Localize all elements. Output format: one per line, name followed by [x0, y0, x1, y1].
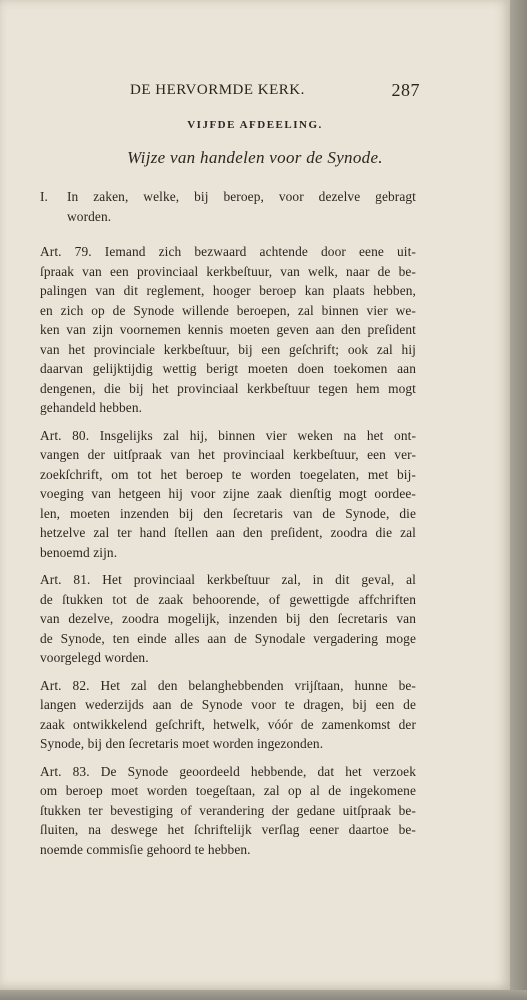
article-line: Synode, bij den ſecretaris moet worden ingezonden. — [40, 736, 324, 751]
article-line: gehandeld hebben. — [40, 400, 143, 415]
article-line: dengenen, die bij het provinciaal kerkbeſtuur tegen hem mogt — [40, 380, 416, 396]
section-label: VIJFDE AFDEELING. — [187, 119, 323, 131]
article-line: Art. 79. Iemand zich bezwaard achtende door eene uit- — [40, 244, 416, 259]
article-paragraph — [40, 426, 416, 563]
article-paragraph — [40, 242, 416, 418]
article-paragraph — [40, 570, 416, 668]
page-number: 287 — [391, 80, 420, 100]
article-line: om beroep moet worden toegeſtaan, zal op al de ingekomene — [40, 783, 416, 798]
heading-item-line: worden. — [67, 208, 112, 224]
article-line: hetzelve zal ter hand ſtellen aan den preſident, zoodra die zal — [40, 525, 416, 540]
article-line: ken van zijn voornemen kennis moeten geven aan den preſident — [40, 322, 416, 337]
article-line: daarvan gelijktijdig wettig berigt moeten doen toekomen aan — [40, 361, 416, 376]
article-line: voeging van hetgeen hij voor zijne zaak dienſtig mogt oordee- — [40, 486, 416, 501]
article-line: Art. 82. Het zal den belanghebbenden vrijſtaan, hunne be- — [40, 677, 416, 693]
article-line: Art. 80. Insgelijks zal hij, binnen vier weken na het ont- — [40, 427, 416, 443]
article-line: zaak ontwikkelend geſchrift, hetwelk, vóór de zamenkomst der — [40, 716, 416, 732]
article-line: len, moeten inzenden bij den ſecretaris van de Synode, die — [40, 505, 416, 521]
article-line: van dezelve, zoodra mogelijk, inzenden bij den ſecretaris van — [40, 611, 416, 626]
page-edge-right — [510, 0, 527, 1000]
article-line: langen wederzijds aan de Synode voor te dragen, bij een de — [40, 697, 416, 712]
articles — [40, 242, 416, 867]
article-line: ſluiten, na deswege het ſchriftelijk verſlag eener daartoe be- — [40, 822, 416, 837]
article-line: zoekſchrift, om tot het beroep te worden toegelaten, met bij- — [40, 466, 416, 482]
heading-item-number: I. — [40, 189, 49, 204]
heading-item — [40, 187, 416, 226]
page-edge-bottom — [0, 990, 527, 1000]
article-paragraph — [40, 762, 416, 860]
article-line: palingen van dit reglement, hooger beroep kan plaats hebben, — [40, 283, 416, 298]
article-line: de ſtukken tot de zaak behoorende, of gewettigde affchriften — [40, 591, 416, 607]
article-paragraph — [40, 676, 416, 754]
article-line: vangen der uitſpraak van het provinciaal kerkbeſtuur, een ver- — [40, 447, 416, 462]
running-title: DE HERVORMDE KERK. — [130, 82, 305, 98]
article-line: Art. 81. Het provinciaal kerkbeſtuur zal, in dit geval, al — [40, 572, 416, 587]
heading-item-line — [40, 187, 416, 207]
heading-item-text: In zaken, welke, bij beroep, voor dezelve gebragt — [67, 189, 416, 204]
article-line: benoemd zijn. — [40, 544, 118, 560]
article-line: en zich op de Synode willende beroepen, zal binnen vier we- — [40, 302, 416, 318]
article-line: voorgelegd worden. — [40, 650, 149, 665]
article-line: noemde commisſie gehoord te hebben. — [40, 841, 251, 857]
article-line: de Synode, ten einde alles aan de Synodale vergadering moge — [40, 630, 416, 646]
article-line: van het provinciale kerkbeſtuur, bij een geſchrift; ook zal hij — [40, 341, 416, 357]
section-subtitle: Wijze van handelen voor de Synode. — [127, 148, 383, 167]
article-line: ſpraak van een provinciaal kerkbeſtuur, van welk, naar de be- — [40, 263, 416, 279]
article-line: Art. 83. De Synode geoordeeld hebbende, dat het verzoek — [40, 763, 416, 779]
article-line: ſtukken ter bevestiging of verandering der gedane uitſpraak be- — [40, 802, 416, 818]
